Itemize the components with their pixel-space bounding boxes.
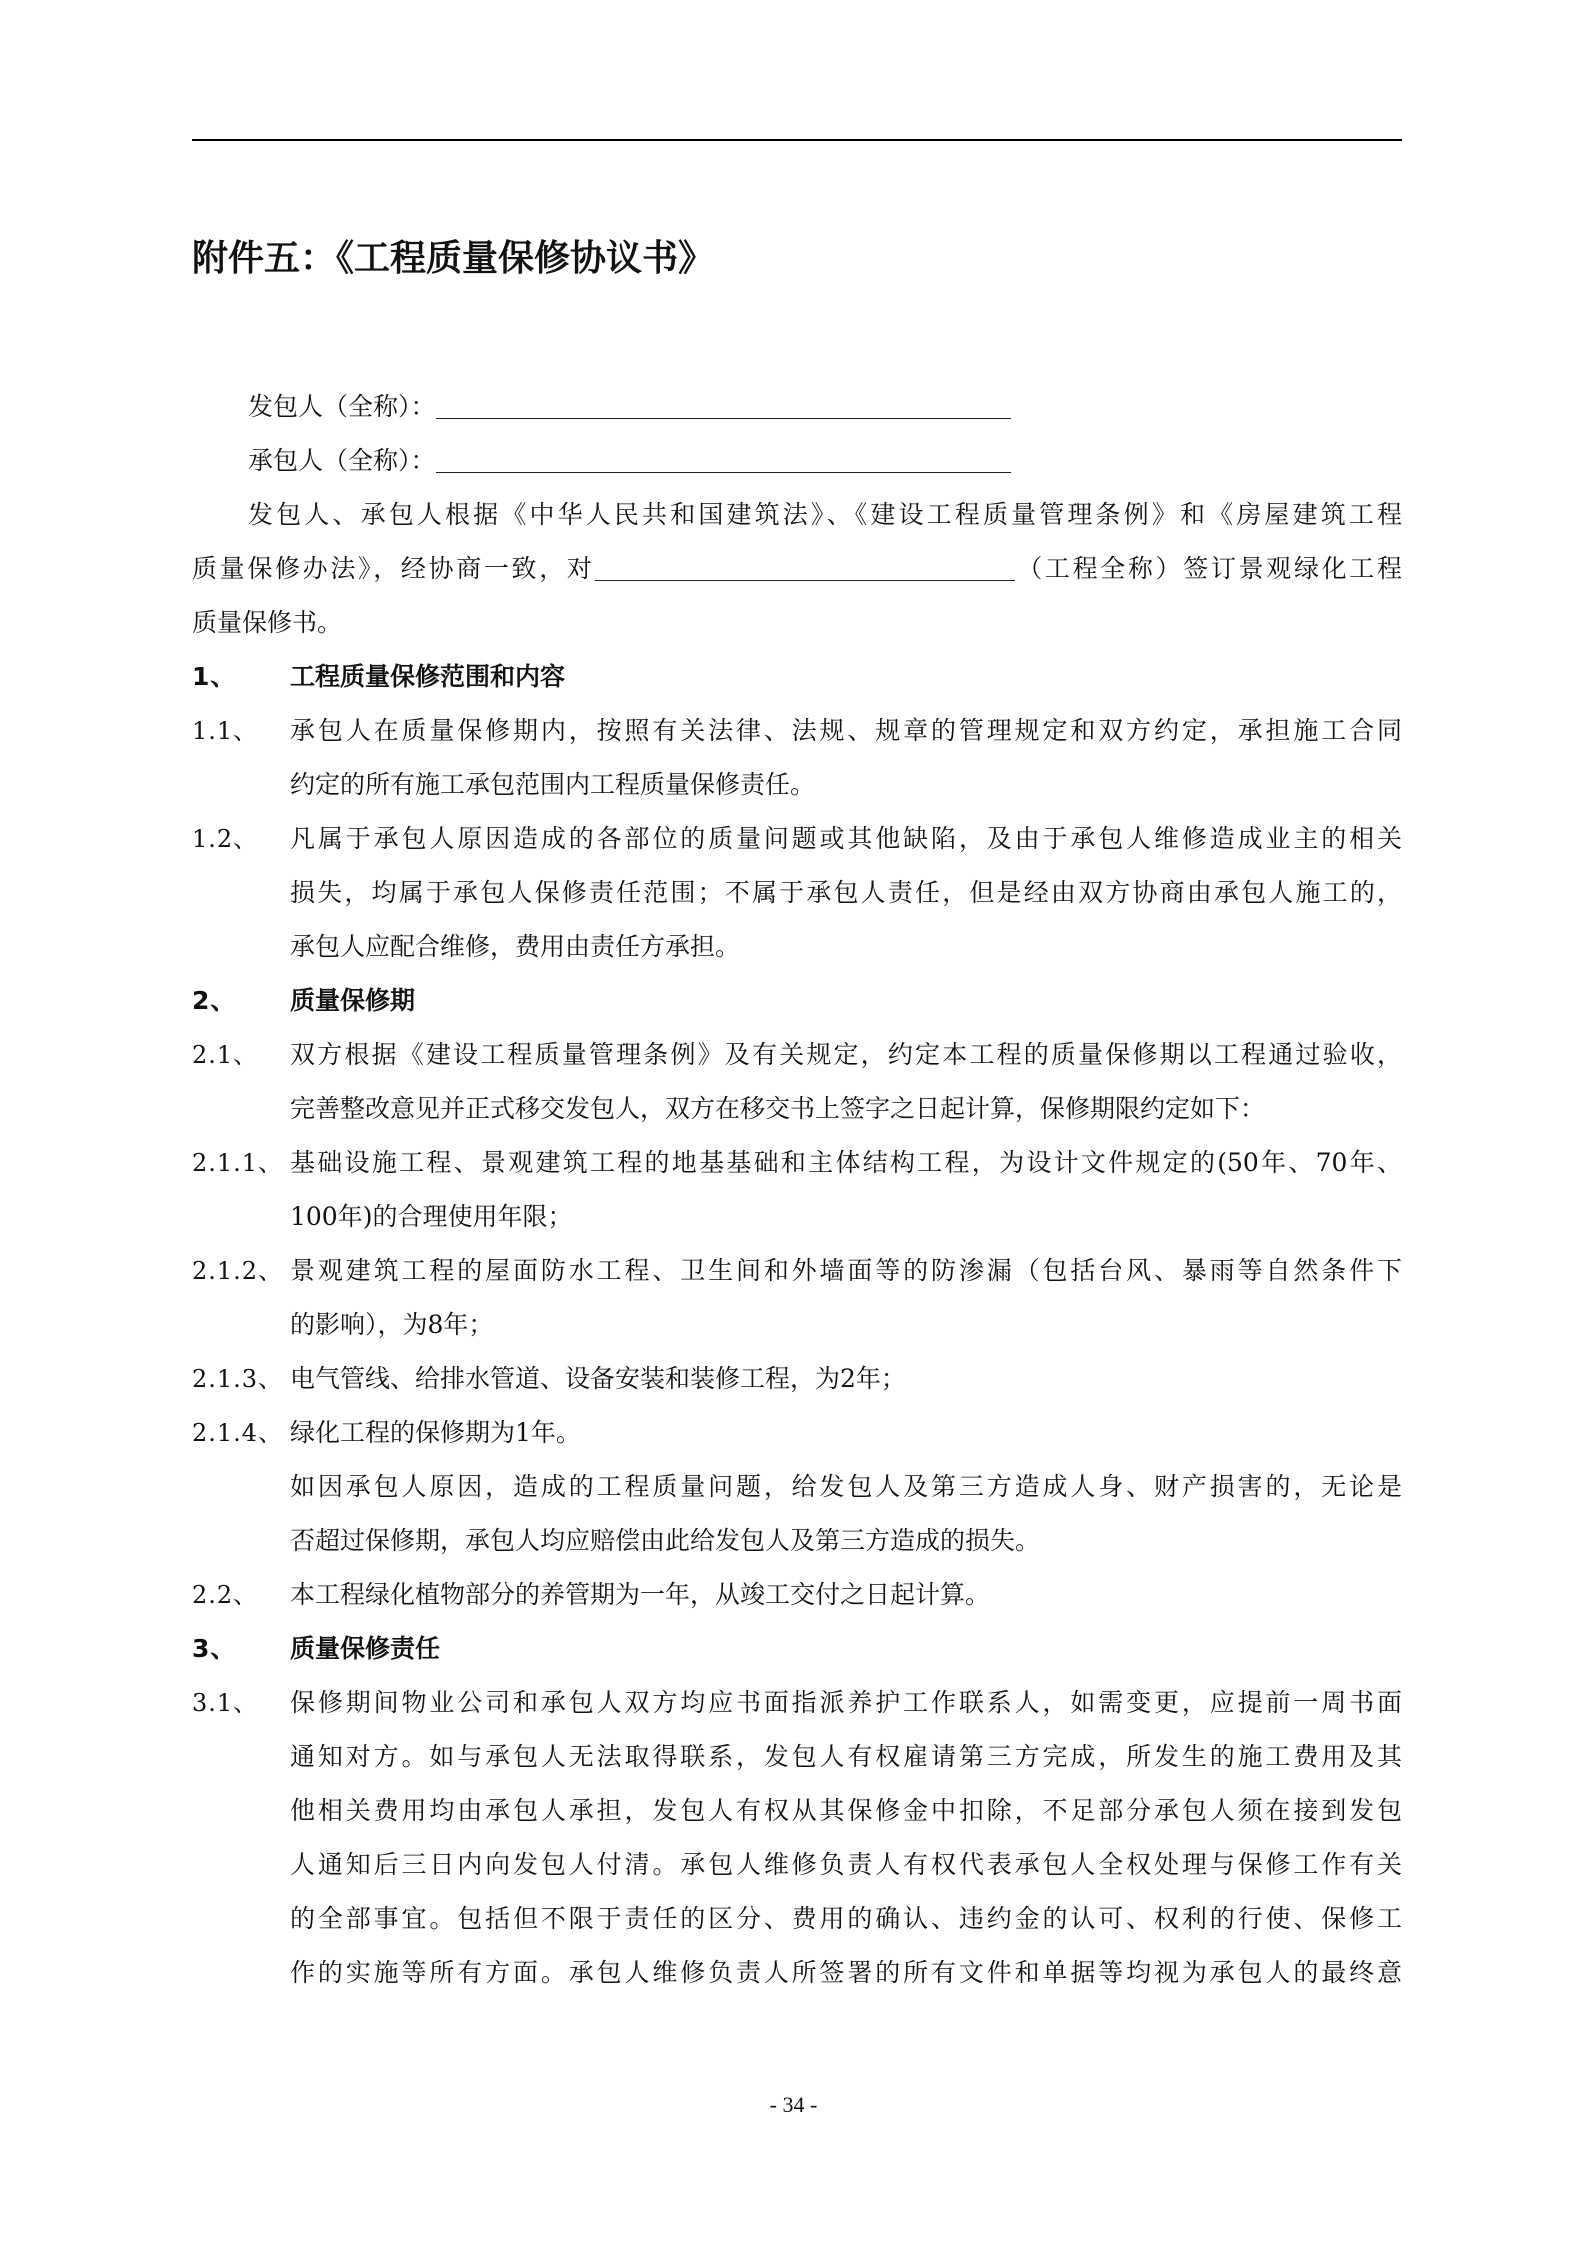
section-1-number: 1、 xyxy=(192,662,237,691)
employer-label: 发包人（全称）： xyxy=(248,392,436,421)
header-rule xyxy=(192,139,1402,141)
clause-3-1-line-2: 通知对方。如与承包人无法取得联系，发包人有权雇请第三方完成，所发生的施工费用及其 xyxy=(290,1742,1402,1771)
section-2-title: 质量保修期 xyxy=(290,986,416,1015)
page-number: - 34 - xyxy=(769,2092,818,2117)
clause-2-2-number: 2.2、 xyxy=(192,1581,259,1609)
clause-1-2-line-3: 承包人应配合维修，费用由责任方承担。 xyxy=(290,932,741,961)
clause-2-1-1-text-1: 基础设施工程、景观建筑工程的地基基础和主体结构工程，为设计文件规定的(50年、70年、 xyxy=(290,1148,1402,1177)
clause-1-2-number: 1.2、 xyxy=(192,825,259,853)
clause-1-1-line-2: 约定的所有施工承包范围内工程质量保修责任。 xyxy=(290,770,816,799)
section-3-number: 3、 xyxy=(192,1634,237,1663)
clause-3-1-line-6: 作的实施等所有方面。承包人维修负责人所签署的所有文件和单据等均视为承包人的最终意 xyxy=(290,1958,1402,1987)
clause-3-1-line-1 xyxy=(192,1676,1402,1730)
clause-2-1-4-text: 绿化工程的保修期为1年。 xyxy=(290,1418,581,1447)
clause-2-2-line xyxy=(192,1568,1402,1622)
clause-2-1-line-2: 完善整改意见并正式移交发包人，双方在移交书上签字之日起计算，保修期限约定如下： xyxy=(290,1094,1266,1123)
clause-2-1-line-1 xyxy=(192,1028,1402,1082)
clause-1-1-number: 1.1、 xyxy=(192,717,259,745)
contractor-name-blank xyxy=(436,438,1011,473)
project-name-blank xyxy=(595,546,1015,581)
clause-2-1-2-number: 2.1.2、 xyxy=(192,1257,284,1285)
clause-3-1-line-5: 的全部事宜。包括但不限于责任的区分、费用的确认、违约金的认可、权利的行使、保修工 xyxy=(290,1904,1402,1933)
intro-line-2-before: 质量保修办法》，经协商一致，对 xyxy=(192,554,595,583)
employer-line xyxy=(192,380,1402,434)
clause-2-1-text-1: 双方根据《建设工程质量管理条例》及有关规定，约定本工程的质量保修期以工程通过验收， xyxy=(290,1040,1402,1069)
clause-3-1-line-3: 他相关费用均由承包人承担，发包人有权从其保修金中扣除，不足部分承包人须在接到发包 xyxy=(290,1796,1402,1825)
clause-1-2-line-1 xyxy=(192,812,1402,866)
clause-2-1-2-line-2: 的影响），为8年； xyxy=(290,1310,494,1339)
intro-line-3: 质量保修书。 xyxy=(192,608,343,637)
clause-1-1-line-1 xyxy=(192,704,1402,758)
employer-name-blank xyxy=(436,384,1011,419)
intro-line-2-after: （工程全称）签订景观绿化工程 xyxy=(1014,554,1402,583)
clause-3-1-line-4: 人通知后三日内向发包人付清。承包人维修负责人有权代表承包人全权处理与保修工作有关 xyxy=(290,1850,1402,1879)
intro-line-2 xyxy=(192,542,1402,596)
document-body xyxy=(192,380,1402,2000)
clause-2-1-number: 2.1、 xyxy=(192,1041,259,1069)
clause-1-2-text-1: 凡属于承包人原因造成的各部位的质量问题或其他缺陷，及由于承包人维修造成业主的相关 xyxy=(290,824,1402,853)
intro-line-1: 发包人、承包人根据《中华人民共和国建筑法》、《建设工程质量管理条例》和《房屋建筑工程 xyxy=(248,500,1402,529)
section-2-number: 2、 xyxy=(192,986,237,1015)
clause-1-1-text-1: 承包人在质量保修期内，按照有关法律、法规、规章的管理规定和双方约定，承担施工合同 xyxy=(290,716,1402,745)
contractor-line xyxy=(192,434,1402,488)
liability-line-2: 否超过保修期，承包人均应赔偿由此给发包人及第三方造成的损失。 xyxy=(290,1526,1041,1555)
section-1-heading xyxy=(192,650,1402,704)
clause-3-1-text-1: 保修期间物业公司和承包人双方均应书面指派养护工作联系人，如需变更，应提前一周书面 xyxy=(290,1688,1402,1717)
clause-2-1-3-text: 电气管线、给排水管道、设备安装和装修工程，为2年； xyxy=(290,1364,906,1393)
contractor-label: 承包人（全称）： xyxy=(248,446,436,475)
document-title: 附件五：《工程质量保修协议书》 xyxy=(192,238,715,279)
liability-line-1: 如因承包人原因，造成的工程质量问题，给发包人及第三方造成人身、财产损害的，无论是 xyxy=(290,1472,1402,1501)
clause-2-2-text: 本工程绿化植物部分的养管期为一年，从竣工交付之日起计算。 xyxy=(290,1580,991,1609)
clause-2-1-1-line-1 xyxy=(192,1136,1402,1190)
section-2-heading xyxy=(192,974,1402,1028)
clause-2-1-4-number: 2.1.4、 xyxy=(192,1419,284,1447)
clause-2-1-4-line xyxy=(192,1406,1402,1460)
section-3-heading xyxy=(192,1622,1402,1676)
clause-2-1-3-number: 2.1.3、 xyxy=(192,1365,284,1393)
section-1-title: 工程质量保修范围和内容 xyxy=(290,662,566,691)
clause-2-1-2-text-1: 景观建筑工程的屋面防水工程、卫生间和外墙面等的防渗漏（包括台风、暴雨等自然条件下 xyxy=(290,1256,1402,1285)
clause-1-2-line-2: 损失，均属于承包人保修责任范围；不属于承包人责任，但是经由双方协商由承包人施工的， xyxy=(290,878,1402,907)
clause-2-1-2-line-1 xyxy=(192,1244,1402,1298)
section-3-title: 质量保修责任 xyxy=(290,1634,441,1663)
clause-3-1-number: 3.1、 xyxy=(192,1689,259,1717)
clause-2-1-1-number: 2.1.1、 xyxy=(192,1149,284,1177)
clause-2-1-1-line-2: 100年)的合理使用年限； xyxy=(290,1202,573,1231)
clause-2-1-3-line xyxy=(192,1352,1402,1406)
